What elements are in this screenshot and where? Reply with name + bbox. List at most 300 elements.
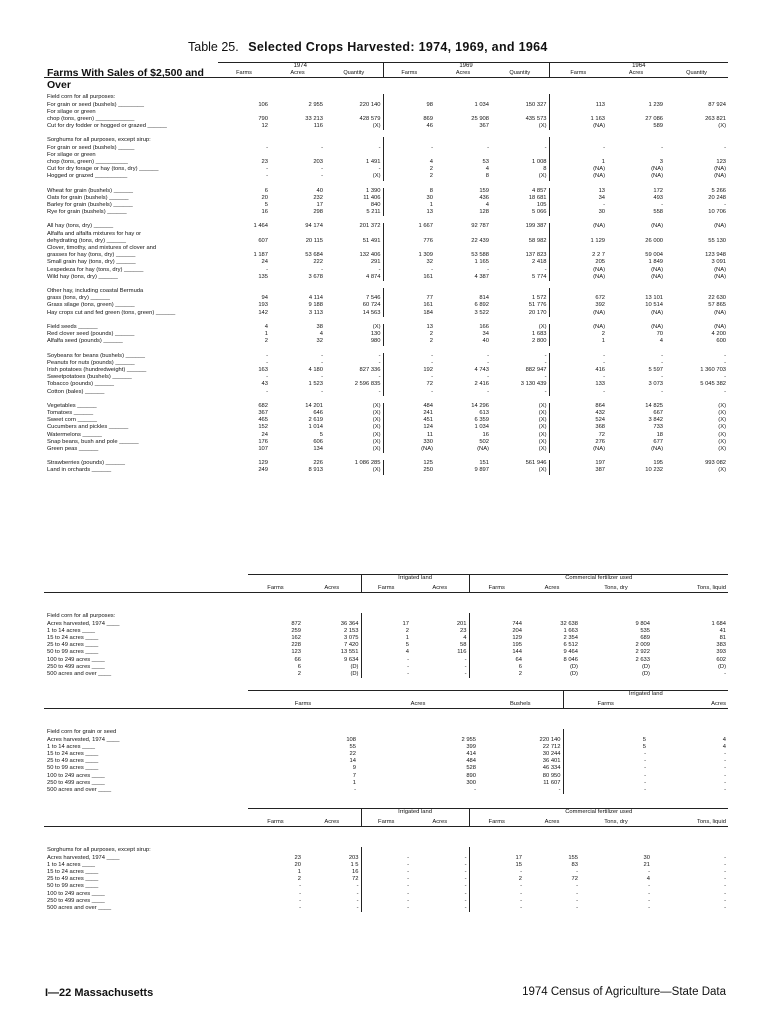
data-cell: -	[491, 389, 549, 396]
table-row	[44, 862, 728, 869]
table-row	[44, 310, 728, 317]
data-cell	[383, 137, 435, 144]
data-cell: -	[303, 883, 361, 890]
data-cell: 428 579	[325, 116, 383, 123]
row-label: grass (tons, dry) ______	[47, 295, 110, 302]
data-cell: 17	[316, 202, 323, 209]
row-label: 1 to 14 acres ____	[47, 861, 96, 868]
data-cell	[491, 288, 549, 295]
data-cell: 22 712	[478, 744, 563, 751]
data-cell: -	[603, 388, 606, 395]
data-cell: 368	[595, 424, 606, 431]
data-cell: -	[321, 266, 323, 273]
data-cell: 4	[264, 323, 268, 330]
row-label: Cucumbers and pickles ______	[47, 424, 129, 431]
data-cell: 20 248	[708, 194, 727, 201]
data-cell: (NA)	[714, 223, 727, 230]
data-cell	[435, 288, 491, 295]
data-cell: -	[576, 897, 578, 904]
table-row	[44, 159, 728, 166]
corn-grain-size-block	[44, 690, 728, 794]
data-cell: -	[661, 202, 664, 209]
table-row	[44, 338, 728, 345]
data-cell: 192	[423, 366, 433, 373]
data-cell: 682	[258, 402, 268, 409]
data-cell: 4	[722, 736, 726, 743]
data-cell: (NA)	[477, 445, 489, 452]
row-label: Field seeds ______	[47, 323, 98, 330]
data-cell: 77	[426, 295, 433, 302]
data-cell: -	[648, 890, 650, 897]
data-cell: 116	[313, 123, 323, 130]
row-label: Soybeans for beans (bushels) ______	[47, 352, 145, 359]
data-cell	[648, 729, 728, 736]
data-cell: 1 309	[418, 252, 433, 259]
data-cell: 2 619	[308, 417, 323, 424]
data-cell: 535	[640, 627, 650, 634]
row-label: Sorghums for all purposes, except sirup:	[47, 137, 151, 144]
table-row	[44, 331, 728, 338]
data-cell: 667	[653, 409, 664, 416]
data-cell	[383, 152, 435, 159]
data-cell: 1 464	[253, 223, 268, 230]
data-cell	[491, 109, 549, 116]
data-cell: 3 130 439	[491, 381, 549, 388]
data-cell: 199 387	[491, 223, 549, 230]
data-cell: -	[411, 898, 469, 905]
data-cell: 1 129	[590, 237, 606, 244]
data-cell: (NA)	[651, 273, 664, 280]
data-cell: 1 667	[418, 223, 433, 230]
data-cell	[383, 94, 435, 101]
data-cell: (X)	[491, 173, 549, 180]
data-cell: 827 336	[325, 367, 383, 374]
data-cell: 51 776	[491, 302, 549, 309]
data-cell	[524, 613, 580, 620]
data-cell: -	[407, 854, 409, 861]
data-cell: 4	[646, 876, 650, 883]
data-cell	[325, 288, 383, 295]
data-cell: -	[644, 751, 646, 758]
data-cell: 72	[303, 876, 361, 883]
column-head: Farms	[378, 585, 395, 592]
data-cell: 130	[325, 331, 383, 338]
row-label: Sweetpotatoes (bushels) ______	[47, 374, 132, 381]
data-cell: (X)	[325, 467, 383, 474]
data-cell: 80 950	[478, 773, 563, 780]
column-head: Farms	[267, 585, 284, 592]
data-cell: 124	[423, 424, 433, 431]
table-row	[44, 403, 728, 410]
data-cell: 195	[512, 642, 522, 649]
data-cell: 1	[297, 869, 301, 876]
data-cell: -	[321, 359, 323, 366]
data-cell: (X)	[325, 410, 383, 417]
data-cell: (X)	[491, 403, 549, 410]
data-cell: 249	[258, 467, 268, 474]
data-cell	[248, 613, 303, 620]
table-row	[44, 657, 728, 664]
data-cell: 132 406	[325, 252, 383, 259]
data-cell: -	[266, 173, 268, 180]
data-cell: 14 563	[325, 310, 383, 317]
data-cell: -	[491, 145, 549, 152]
data-cell	[383, 109, 435, 116]
data-cell: 733	[653, 424, 664, 431]
table-row	[44, 231, 728, 238]
data-cell: (D)	[303, 664, 361, 671]
row-label: For grain or seed (bushels) _____	[47, 144, 135, 151]
table-row	[44, 424, 728, 431]
row-label: 250 to 499 acres ____	[47, 663, 105, 670]
data-cell: 16	[303, 869, 361, 876]
table-row	[44, 758, 728, 765]
row-label: 250 to 499 acres ____	[47, 897, 105, 904]
data-cell: 55 130	[708, 237, 727, 244]
data-cell	[325, 245, 383, 252]
data-cell	[218, 152, 270, 159]
row-label: 100 to 249 acres ____	[47, 772, 105, 779]
data-cell: 2	[429, 331, 433, 338]
data-cell: 134	[313, 445, 323, 452]
data-cell	[549, 152, 607, 159]
data-cell	[665, 288, 728, 295]
column-head: Farms	[378, 819, 395, 826]
data-cell: -	[407, 897, 409, 904]
data-cell: 21	[643, 861, 650, 868]
data-cell	[549, 137, 607, 144]
table-row	[44, 460, 728, 467]
data-cell: 1 165	[474, 259, 489, 266]
data-cell: (X)	[491, 324, 549, 331]
data-cell: 4 200	[711, 331, 727, 338]
data-cell: 201 372	[325, 223, 383, 230]
data-cell: 108	[346, 736, 356, 743]
row-label: 25 to 49 acres ____	[47, 642, 99, 649]
data-cell: -	[491, 374, 549, 381]
data-cell: 81	[719, 635, 727, 642]
data-cell: -	[299, 905, 301, 912]
data-cell: 11 406	[325, 195, 383, 202]
data-cell: -	[321, 173, 323, 180]
data-cell	[665, 245, 728, 252]
data-cell: -	[303, 898, 361, 905]
data-cell: -	[407, 883, 409, 890]
data-cell: 162	[291, 635, 301, 642]
data-cell	[524, 847, 580, 854]
data-cell	[358, 729, 478, 736]
data-cell: 30	[598, 209, 606, 216]
data-cell: 72	[571, 876, 578, 883]
data-cell: 13	[426, 209, 433, 216]
data-cell: 2	[518, 671, 522, 678]
data-cell: (D)	[303, 671, 361, 678]
data-cell: -	[603, 374, 606, 381]
data-cell: -	[724, 779, 726, 786]
data-cell	[491, 245, 549, 252]
data-cell	[361, 847, 411, 854]
row-label: 500 acres and over ____	[47, 671, 112, 678]
data-cell: 387	[595, 467, 606, 474]
row-label: Lespedeza for hay (tons, dry) ______	[47, 266, 144, 273]
data-cell: -	[407, 663, 409, 670]
sorghum-size-block	[44, 808, 728, 912]
data-cell: 3 678	[308, 273, 323, 280]
data-cell	[361, 613, 411, 620]
data-cell: -	[724, 202, 727, 209]
data-cell	[549, 94, 607, 101]
data-cell: 14 296	[471, 402, 489, 409]
data-cell: 465	[258, 417, 268, 424]
data-cell: 232	[313, 194, 323, 201]
data-cell: -	[724, 890, 727, 897]
data-cell: -	[487, 359, 489, 366]
data-cell	[218, 231, 270, 238]
data-cell	[607, 288, 665, 295]
data-cell: 14 825	[645, 402, 664, 409]
data-cell: 2 153	[303, 628, 361, 635]
data-cell: 11 607	[478, 780, 563, 787]
data-cell: 689	[640, 635, 650, 642]
data-cell: 205	[595, 259, 606, 266]
data-cell: 105	[491, 202, 549, 209]
data-cell: -	[411, 671, 469, 678]
column-head: Farms	[294, 701, 312, 708]
table-row	[44, 202, 728, 209]
data-cell: -	[411, 883, 469, 890]
data-cell	[491, 152, 549, 159]
data-cell: 502	[479, 438, 489, 445]
data-cell: 144	[512, 649, 522, 656]
data-cell	[218, 94, 270, 101]
table-row	[44, 671, 728, 678]
row-label: Field corn for all purposes:	[47, 613, 116, 620]
data-cell: 436	[479, 194, 489, 201]
data-cell: -	[724, 869, 727, 876]
data-cell: 13	[598, 187, 606, 194]
data-cell: 8	[485, 173, 489, 180]
column-head: Acres	[628, 70, 644, 77]
table-row	[44, 855, 728, 862]
data-cell	[270, 152, 325, 159]
data-cell: 25 908	[471, 116, 489, 123]
data-cell: 432	[595, 409, 606, 416]
column-head: Bushels	[478, 698, 563, 709]
table-row	[44, 642, 728, 649]
data-cell: 7	[352, 772, 356, 779]
data-cell: 23	[294, 854, 301, 861]
data-cell: (NA)	[593, 445, 606, 452]
data-cell: -	[724, 374, 727, 381]
data-cell	[325, 137, 383, 144]
data-cell: 8 046	[563, 656, 578, 663]
data-cell: 1 390	[325, 188, 383, 195]
data-cell: -	[724, 772, 726, 779]
column-head: Tons, dry	[604, 819, 628, 826]
data-cell	[652, 847, 728, 854]
data-cell	[270, 231, 325, 238]
data-cell: 226	[313, 460, 323, 467]
data-cell	[435, 137, 491, 144]
table-row	[44, 295, 728, 302]
data-cell	[665, 137, 728, 144]
data-cell: -	[724, 905, 727, 912]
data-cell: 8	[491, 166, 549, 173]
column-head: Acres	[303, 582, 361, 593]
row-label: Peanuts for nuts (pounds) ______	[47, 359, 135, 366]
data-cell: 123	[716, 159, 727, 166]
data-cell: -	[325, 145, 383, 152]
data-cell: 589	[653, 123, 664, 130]
data-cell: 1 849	[648, 259, 664, 266]
data-cell	[325, 231, 383, 238]
data-cell: (NA)	[714, 323, 727, 330]
data-cell: 220 140	[478, 737, 563, 744]
data-cell: 1 572	[491, 295, 549, 302]
row-label: Hay crops cut and fed green (tons, green) ______	[47, 309, 176, 316]
column-head: Tons, dry	[604, 585, 628, 592]
data-cell: -	[431, 374, 433, 381]
data-cell: 4	[485, 202, 489, 209]
table-row	[44, 446, 728, 453]
data-cell: 133	[595, 381, 606, 388]
data-cell: -	[321, 144, 323, 151]
table-row	[44, 116, 728, 123]
data-cell: 646	[313, 409, 323, 416]
column-head: Acres	[410, 701, 426, 708]
data-cell: 414	[466, 751, 476, 758]
data-cell: -	[661, 374, 664, 381]
data-cell: -	[299, 897, 301, 904]
row-label: Alfalfa seed (pounds) ______	[47, 338, 123, 345]
data-cell: 34	[482, 331, 489, 338]
label-column-head	[44, 70, 218, 78]
row-label: 100 to 249 acres ____	[47, 890, 105, 897]
column-head: Acres	[290, 70, 305, 77]
table-row	[44, 613, 728, 620]
data-cell	[435, 94, 491, 101]
data-cell: 2	[405, 627, 409, 634]
data-cell	[270, 137, 325, 144]
table-row	[44, 883, 728, 890]
table-row	[44, 267, 728, 274]
data-cell: 70	[656, 331, 664, 338]
data-cell: (NA)	[651, 166, 664, 173]
data-cell: 2	[297, 876, 301, 883]
data-cell: 890	[466, 772, 476, 779]
block1-irrigated-header: Irrigated land	[361, 575, 469, 583]
table-row	[44, 737, 728, 744]
data-cell: 128	[479, 209, 489, 216]
data-cell: -	[266, 352, 268, 359]
data-cell: -	[724, 671, 727, 678]
data-cell	[218, 245, 270, 252]
data-cell: 1 523	[308, 381, 323, 388]
row-label: Field corn for grain or seed	[47, 729, 117, 736]
row-label: For grain or seed (bushels) ________	[47, 101, 144, 108]
row-label: Wild hay (tons, dry) ______	[47, 273, 118, 280]
table-row	[44, 188, 728, 195]
data-cell: (X)	[325, 446, 383, 453]
data-cell: 524	[595, 417, 606, 424]
data-cell: 94	[261, 295, 268, 302]
data-cell: -	[724, 897, 727, 904]
column-head: Tons, liquid	[697, 819, 727, 826]
data-cell: 14	[349, 758, 356, 765]
data-cell	[435, 231, 491, 238]
data-cell: 14 201	[305, 402, 323, 409]
data-cell	[580, 613, 652, 620]
data-cell: -	[648, 883, 650, 890]
block3-irrigated-header: Irrigated land	[361, 809, 469, 817]
data-cell: -	[491, 353, 549, 360]
data-cell: 17	[402, 620, 409, 627]
row-label: Cotton (bales) ______	[47, 388, 105, 395]
data-cell: 33 213	[305, 116, 323, 123]
data-cell: 64	[515, 656, 522, 663]
data-cell: 24	[261, 431, 268, 438]
table-row	[44, 102, 728, 109]
data-cell	[478, 729, 563, 736]
data-cell: 1 360 703	[700, 366, 727, 373]
data-cell: 40	[316, 187, 323, 194]
data-cell: 46	[426, 123, 433, 130]
data-cell: 6	[264, 187, 268, 194]
row-label: 1 to 14 acres ____	[47, 627, 96, 634]
farms-heading: Farms With Sales of $2,500 and Over	[47, 67, 204, 91]
data-cell	[383, 231, 435, 238]
table-row	[44, 744, 728, 751]
data-cell: 57 865	[708, 302, 727, 309]
data-cell: 1 491	[325, 159, 383, 166]
data-cell: 36 364	[303, 621, 361, 628]
row-label: Sorghums for all purposes, except sirup:	[47, 847, 151, 854]
data-cell: 872	[291, 620, 301, 627]
block1-fertilizer-header: Commercial fertilizer used	[469, 575, 728, 583]
data-cell: 613	[479, 409, 489, 416]
data-cell: 1 034	[474, 424, 489, 431]
label-column-head	[44, 816, 248, 827]
data-cell: -	[266, 359, 268, 366]
row-label: Red clover seed (pounds) ______	[47, 331, 135, 338]
data-cell: 2	[429, 166, 433, 173]
data-cell: -	[724, 352, 727, 359]
column-head: Quantity	[491, 70, 549, 78]
data-cell: 3 073	[648, 381, 664, 388]
row-label: chop (tons, green) ____________	[47, 116, 135, 123]
row-label: Field corn for all purposes:	[47, 94, 116, 101]
data-cell: 4 743	[474, 366, 489, 373]
data-cell: 1 684	[711, 620, 727, 627]
data-cell: 16	[482, 431, 489, 438]
block3-fertilizer-header: Commercial fertilizer used	[469, 809, 728, 817]
data-cell: (NA)	[593, 166, 606, 173]
data-cell: 32	[316, 338, 323, 345]
table-row	[44, 274, 728, 281]
data-cell: 83	[571, 861, 578, 868]
data-cell: -	[724, 861, 727, 868]
data-cell: -	[411, 891, 469, 898]
data-cell: -	[520, 897, 522, 904]
data-cell: (NA)	[593, 273, 606, 280]
data-cell: 840	[325, 202, 383, 209]
data-cell	[549, 109, 607, 116]
data-cell: -	[431, 266, 433, 273]
data-cell: 3	[659, 159, 664, 166]
data-cell: 27 086	[645, 116, 664, 123]
data-cell: 38	[316, 323, 323, 330]
data-cell: (NA)	[714, 166, 727, 173]
